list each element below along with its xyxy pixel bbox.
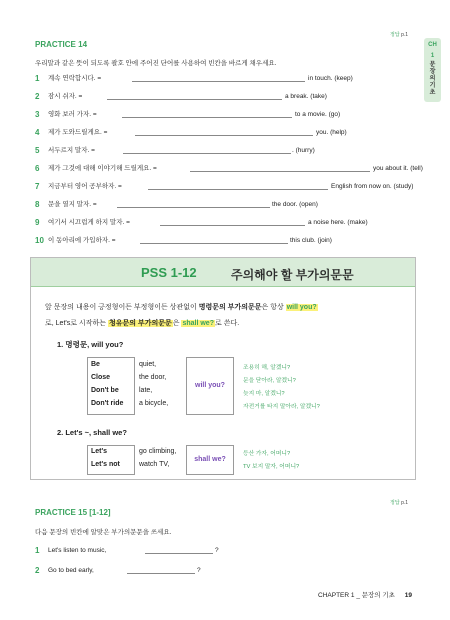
answer-blank[interactable] — [160, 225, 305, 226]
answer-page: p.1 — [401, 500, 409, 506]
item-hint: ? — [215, 547, 219, 554]
chapter-tab — [424, 38, 441, 102]
rule-text: 로, Let's로 시작하는 — [45, 320, 106, 327]
item-number: 2 — [35, 92, 40, 101]
item-prompt: 계속 연락합시다. = — [48, 75, 102, 82]
verb-cell: Be — [91, 361, 100, 368]
item-number: 4 — [35, 128, 40, 137]
pss-rule-line-2 — [45, 318, 239, 328]
translation: TV 보지 말자, 어떠니? — [243, 464, 300, 470]
item-prompt: Let's listen to music, — [48, 547, 107, 554]
pss-topic: 주의해야 할 부가의문문 — [231, 268, 354, 282]
page-number: 19 — [404, 592, 412, 599]
verb-cell: Close — [91, 374, 111, 381]
verb-cell: Don't be — [91, 387, 119, 394]
item-prompt: 지금부터 영어 공부하자. = — [48, 183, 122, 190]
translation: 자전거를 타지 말아라, 알겠니? — [243, 404, 320, 410]
rule-highlight: 명령문의 부가의문문 — [198, 304, 262, 311]
pss-code: PSS 1-12 — [141, 265, 197, 280]
item-number: 6 — [35, 164, 40, 173]
answer-label: 정답 — [390, 500, 400, 506]
chapter-title: 문장의 기초 — [429, 62, 436, 96]
subsection-lets: 2. Let's ~, shall we? — [57, 428, 127, 437]
item-number: 1 — [35, 546, 40, 555]
translation: 조용히 해, 알겠니? — [243, 365, 291, 371]
object-cell: quiet, — [139, 361, 157, 368]
practice-14-heading: PRACTICE 14 — [35, 40, 88, 49]
item-hint: this club. (join) — [290, 237, 332, 244]
rule-text: 은 — [172, 320, 180, 327]
object-cell: the door, — [139, 374, 167, 381]
exercise-item — [35, 92, 415, 102]
object-cell: a bicycle, — [139, 400, 169, 407]
item-number: 10 — [35, 236, 44, 245]
shall-we-tag: shall we? — [186, 445, 234, 475]
verb-cell: Let's not — [91, 461, 120, 468]
item-prompt: 영화 보러 가자. = — [48, 111, 97, 118]
exercise-item — [35, 566, 415, 576]
item-hint: the door. (open) — [272, 201, 318, 208]
answer-reference — [390, 31, 408, 38]
pss-rule-line-1 — [45, 302, 318, 312]
exercise-item — [35, 182, 415, 192]
practice-14-instruction: 우리말과 같은 뜻이 되도록 괄호 안에 주어진 단어를 사용하여 빈칸을 바르게 채우세요. — [35, 60, 277, 67]
verb-cell: Let's — [91, 448, 108, 455]
practice-15-heading: PRACTICE 15 [1-12] — [35, 508, 111, 517]
item-hint: a break. (take) — [285, 93, 327, 100]
item-hint: ? — [197, 567, 201, 574]
answer-blank[interactable] — [190, 171, 370, 172]
object-cell: watch TV, — [139, 461, 170, 468]
item-number: 2 — [35, 566, 40, 575]
item-number: 8 — [35, 200, 40, 209]
answer-blank[interactable] — [145, 553, 213, 554]
item-hint: you about it. (tell) — [373, 165, 423, 172]
rule-highlight: 청유문의 부가의문문 — [108, 320, 172, 327]
item-hint: to a movie. (go) — [295, 111, 341, 118]
item-prompt: Go to bed early, — [48, 567, 94, 574]
item-number: 9 — [35, 218, 40, 227]
tag-highlight: shall we? — [182, 320, 214, 327]
item-prompt: 문을 열지 말자. = — [48, 201, 97, 208]
exercise-item — [35, 128, 415, 138]
verb-cell: Don't ride — [91, 400, 124, 407]
page-footer — [318, 590, 412, 599]
chapter-label: CH — [428, 42, 437, 48]
item-prompt: 서두르지 말자. = — [48, 147, 95, 154]
answer-blank[interactable] — [127, 573, 195, 574]
exercise-item — [35, 110, 415, 120]
translation: 늦지 마, 알겠니? — [243, 391, 285, 397]
answer-reference — [390, 499, 408, 506]
item-hint: English from now on. (study) — [331, 183, 414, 190]
answer-page: p.1 — [401, 32, 409, 38]
item-prompt: 이 동아리에 가입하자. = — [48, 237, 116, 244]
item-hint: in touch. (keep) — [308, 75, 353, 82]
exercise-item — [35, 74, 415, 84]
answer-blank[interactable] — [140, 243, 288, 244]
pss-grammar-box — [30, 257, 416, 480]
rule-text: 은 항상 — [261, 304, 284, 311]
item-hint: a noise here. (make) — [308, 219, 368, 226]
item-number: 1 — [35, 74, 40, 83]
answer-label: 정답 — [390, 32, 400, 38]
exercise-item — [35, 164, 423, 174]
answer-blank[interactable] — [117, 207, 270, 208]
item-number: 5 — [35, 146, 40, 155]
chapter-number: 1 — [430, 53, 435, 59]
exercise-item — [35, 218, 415, 228]
item-number: 3 — [35, 110, 40, 119]
answer-blank[interactable] — [135, 135, 313, 136]
answer-blank[interactable] — [132, 81, 305, 82]
answer-blank[interactable] — [122, 117, 292, 118]
rule-text: 로 쓴다. — [214, 320, 240, 327]
exercise-item — [35, 236, 415, 246]
item-hint: . (hurry) — [292, 147, 315, 154]
tag-highlight: will you? — [286, 304, 317, 311]
will-you-tag: will you? — [186, 357, 234, 415]
footer-chapter: CHAPTER 1 _ 문장의 기초 — [318, 592, 395, 599]
exercise-item — [35, 146, 415, 156]
item-prompt: 제가 도와드릴게요. = — [48, 129, 108, 136]
item-hint: you. (help) — [316, 129, 347, 136]
item-prompt: 제가 그것에 대해 이야기해 드릴게요. = — [48, 165, 157, 172]
exercise-item — [35, 546, 415, 556]
practice-15-instruction: 다음 문장의 빈칸에 알맞은 부가의문문을 쓰세요. — [35, 529, 172, 536]
pss-title-bar — [31, 258, 415, 287]
item-prompt: 잠시 쉬자. = — [48, 93, 83, 100]
item-number: 7 — [35, 182, 40, 191]
object-cell: go climbing, — [139, 448, 177, 455]
exercise-item — [35, 200, 415, 210]
translation: 문을 닫아라, 알겠니? — [243, 378, 296, 384]
item-prompt: 여기서 시끄럽게 하지 말자. = — [48, 219, 130, 226]
rule-text: 앞 문장의 내용이 긍정형이든 부정형이든 상관없이 — [45, 304, 197, 311]
translation: 등산 가자, 어떠니? — [243, 451, 291, 457]
answer-blank[interactable] — [123, 153, 291, 154]
answer-blank[interactable] — [107, 99, 282, 100]
subsection-imperative: 1. 명령문, will you? — [57, 340, 124, 349]
object-cell: late, — [139, 387, 153, 394]
answer-blank[interactable] — [148, 189, 328, 190]
